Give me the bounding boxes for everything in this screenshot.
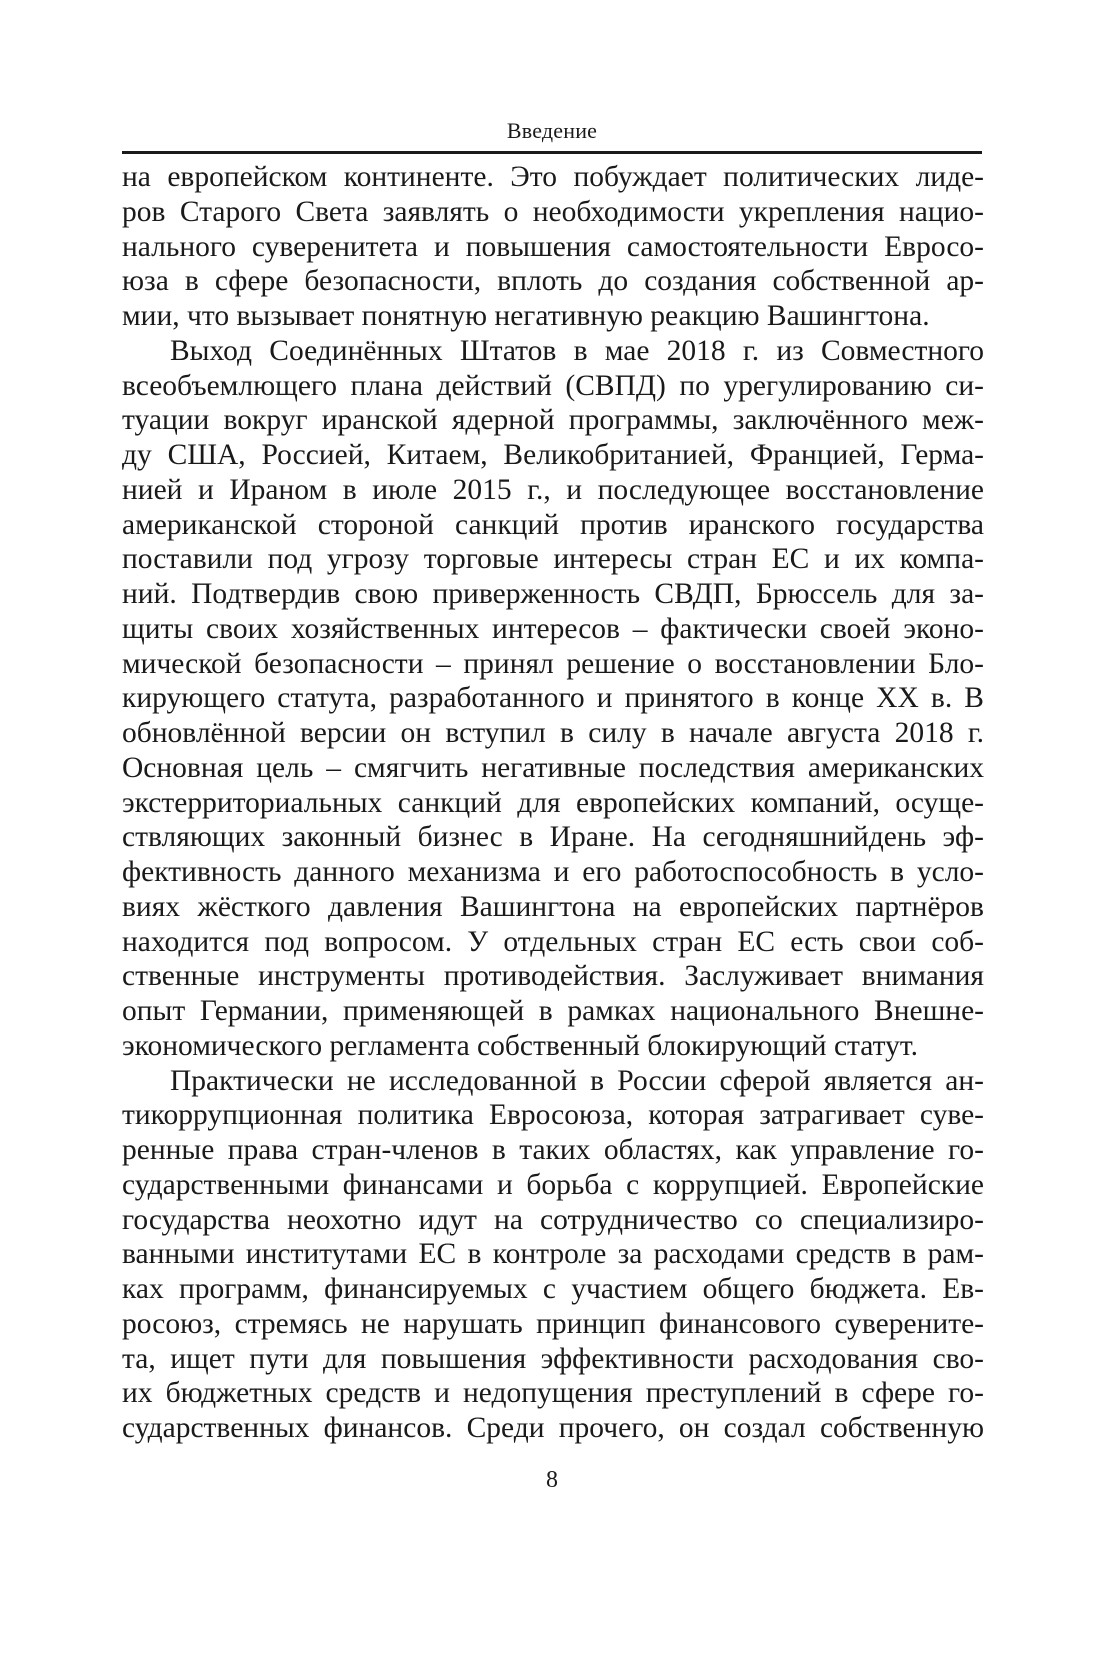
paragraph (122, 160, 984, 334)
header-rule (122, 151, 982, 154)
text-line: Основная цель – смягчить негативные последствия американских (122, 751, 984, 784)
text-line: мической безопасности – принял решение о восстановлении Бло- (122, 647, 984, 680)
text-line: туации вокруг иранской ядерной программы, заключённого меж- (122, 404, 984, 437)
text-line: экономического регламента собственный блокирующий статут. (122, 1029, 918, 1062)
text-line: экстерриториальных санкций для европейских компаний, осуще- (122, 786, 984, 819)
page-number: 8 (546, 1467, 558, 1493)
text-line: американской стороной санкций против иранского государства (122, 508, 984, 541)
text-line: находится под вопросом. У отдельных стран ЕС есть свои соб- (122, 925, 984, 958)
text-line: ду США, Россией, Китаем, Великобританией, Францией, Герма- (122, 439, 984, 471)
text-line: нального суверенитета и повышения самостоятельности Евросо- (122, 230, 984, 263)
text-line: ров Старого Света заявлять о необходимости укрепления нацио- (122, 195, 984, 228)
paragraph (122, 334, 984, 1064)
text-line: всеобъемлющего плана действий (СВПД) по урегулированию си- (122, 369, 984, 402)
text-line: мии, что вызывает понятную негативную реакцию Вашингтона. (122, 300, 930, 332)
text-line: на европейском континенте. Это побуждает политических лиде- (122, 161, 984, 193)
text-line: ках программ, финансируемых с участием общего бюджета. Ев- (122, 1273, 984, 1305)
text-line: ний. Подтвердив свою приверженность СВДП, Брюссель для за- (122, 578, 984, 610)
text-line: та, ищет пути для повышения эффективности расходования сво- (122, 1342, 984, 1375)
text-line: ствляющих законный бизнес в Иране. На сегодняшнийдень эф- (122, 821, 984, 854)
text-line: кирующего статута, разработанного и принятого в конце XX в. В (122, 682, 984, 715)
text-line: ванными институтами ЕС в контроле за расходами средств в рам- (122, 1238, 984, 1271)
text-line: ренные права стран-членов в таких областях, как управление го- (122, 1134, 984, 1166)
text-line: юза в сфере безопасности, вплоть до создания собственной ар- (122, 265, 984, 298)
text-line: Выход Соединённых Штатов в мае 2018 г. из Совместного (170, 334, 984, 367)
text-line: ственные инструменты противодействия. Заслуживает внимания (122, 960, 984, 993)
text-line: сударственных финансов. Среди прочего, он создал собственную (122, 1412, 984, 1444)
text-line: фективность данного механизма и его работоспособность в усло- (122, 856, 984, 888)
text-line: Практически не исследованной в России сферой является ан- (170, 1064, 984, 1097)
paragraph (122, 1064, 984, 1446)
text-line: государства неохотно идут на сотрудничество со специализиро- (122, 1203, 984, 1236)
text-line: щиты своих хозяйственных интересов – фактически своей эконо- (122, 612, 984, 645)
text-line: сударственными финансами и борьба с коррупцией. Европейские (122, 1168, 984, 1201)
text-line: обновлённой версии он вступил в силу в начале августа 2018 г. (122, 717, 984, 749)
text-line: их бюджетных средств и недопущения преступлений в сфере го- (122, 1377, 984, 1410)
text-line: поставили под угрозу торговые интересы стран ЕС и их компа- (122, 543, 984, 576)
body-text (122, 160, 984, 1446)
text-line: опыт Германии, применяющей в рамках национального Внешне- (122, 995, 984, 1027)
text-line: нией и Ираном в июле 2015 г., и последующее восстановление (122, 473, 984, 506)
running-head: Введение (506, 118, 598, 143)
text-line: виях жёсткого давления Вашингтона на европейских партнёров (122, 890, 984, 923)
text-line: росоюз, стремясь не нарушать принцип финансового суверените- (122, 1307, 984, 1340)
text-line: тикоррупционная политика Евросоюза, которая затрагивает суве- (122, 1099, 984, 1132)
